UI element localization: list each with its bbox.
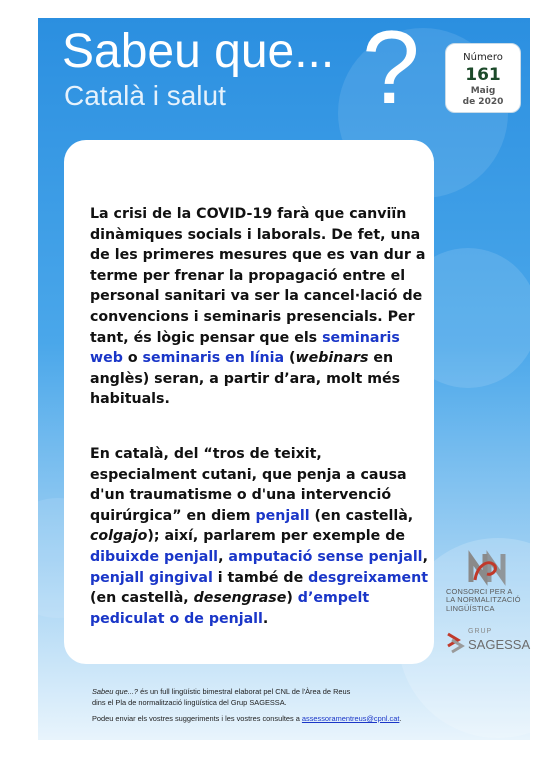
term-link[interactable]: penjall [255, 507, 310, 524]
term-link[interactable]: seminaris web [90, 329, 400, 367]
cnl-logo [444, 550, 530, 613]
term-link[interactable]: penjall gingival [90, 569, 213, 586]
paragraph-text: o [122, 350, 143, 367]
paragraph-text: (en castellà, [90, 590, 194, 607]
footer-title: Sabeu que...? [92, 687, 139, 696]
term-link[interactable]: seminaris en línia [142, 350, 285, 367]
sagessa-logo-icon [444, 628, 466, 658]
issue-number: 161 [465, 65, 501, 85]
paragraph-text: ( [284, 350, 296, 367]
footer-line [92, 714, 492, 725]
footer-text: Podeu enviar els vostres suggeriments i les vostres consultes a [92, 714, 302, 723]
page-subtitle: Català i salut [64, 80, 226, 111]
footer-text: és un full lingüístic bimestral elaborat pel CNL de l'Àrea de Reus [138, 687, 351, 696]
paragraph-text: , [218, 548, 229, 565]
footer-line: dins el Pla de normalització lingüística del Grup SAGESSA. [92, 697, 287, 707]
term-link[interactable]: desgreixament [308, 569, 429, 586]
term-link[interactable]: dibuixde penjall [90, 548, 219, 565]
sagessa-grup-label: GRUP [468, 628, 493, 635]
paragraph-text: , [422, 548, 428, 565]
issue-month: Maig [470, 86, 496, 96]
paragraph-text: . [262, 610, 269, 627]
foreign-term: webinars [295, 350, 369, 367]
question-mark-icon: ? [362, 10, 420, 126]
paragraph-text: ); així, parlarem per exemple de [147, 528, 406, 545]
paragraph-text: ) [286, 590, 298, 607]
page-title: Sabeu que... [62, 25, 335, 78]
footer-line [92, 687, 492, 698]
sagessa-name: SAGESSA [468, 637, 531, 652]
term-link[interactable]: amputació sense penjall [228, 548, 423, 565]
term-link[interactable]: d’empelt pediculat o de penjall [90, 590, 370, 627]
email-link[interactable]: assessoramentreus@cpnl.cat [301, 714, 400, 723]
cnl-logo-line: CONSORCI PER A [446, 587, 513, 596]
foreign-term: colgajo [90, 528, 148, 545]
paragraph-text: i també de [212, 569, 309, 586]
paragraph-text: La crisi de la COVID-19 farà que canviïn dinàmiques socials i laborals. De fet, una de les primeres mesures que es van dur a terme per frenar la propagació entre el personal sanitari va ser la cancel·lació de convencions i seminaris presencials. Per tant, és lògic pensar que els [90, 206, 426, 346]
issue-badge [445, 43, 521, 113]
sagessa-logo [444, 626, 534, 660]
issue-label: Número [463, 52, 503, 63]
foreign-term: desengrase [193, 590, 287, 607]
cnl-logo-line: LA NORMALITZACIÓ [446, 595, 521, 605]
cnl-logo-icon [463, 550, 511, 586]
footer [92, 687, 492, 725]
paragraph-text: (en castellà, [309, 507, 414, 524]
paragraph-penjall [90, 444, 430, 629]
paragraph-text: En català, del “tros de teixit, especialment cutani, que penja a causa d'un traumatisme o d'una intervenció quirúrgica” en diem [90, 446, 407, 524]
paragraph-text: en anglès) seran, a partir d’ara, molt més habituals. [90, 350, 401, 408]
cnl-logo-line: LINGÜÍSTICA [446, 603, 495, 613]
footer-text: . [399, 714, 402, 723]
content-card [64, 140, 434, 664]
issue-year: de 2020 [462, 97, 504, 107]
paragraph-covid-webinars [90, 204, 430, 410]
